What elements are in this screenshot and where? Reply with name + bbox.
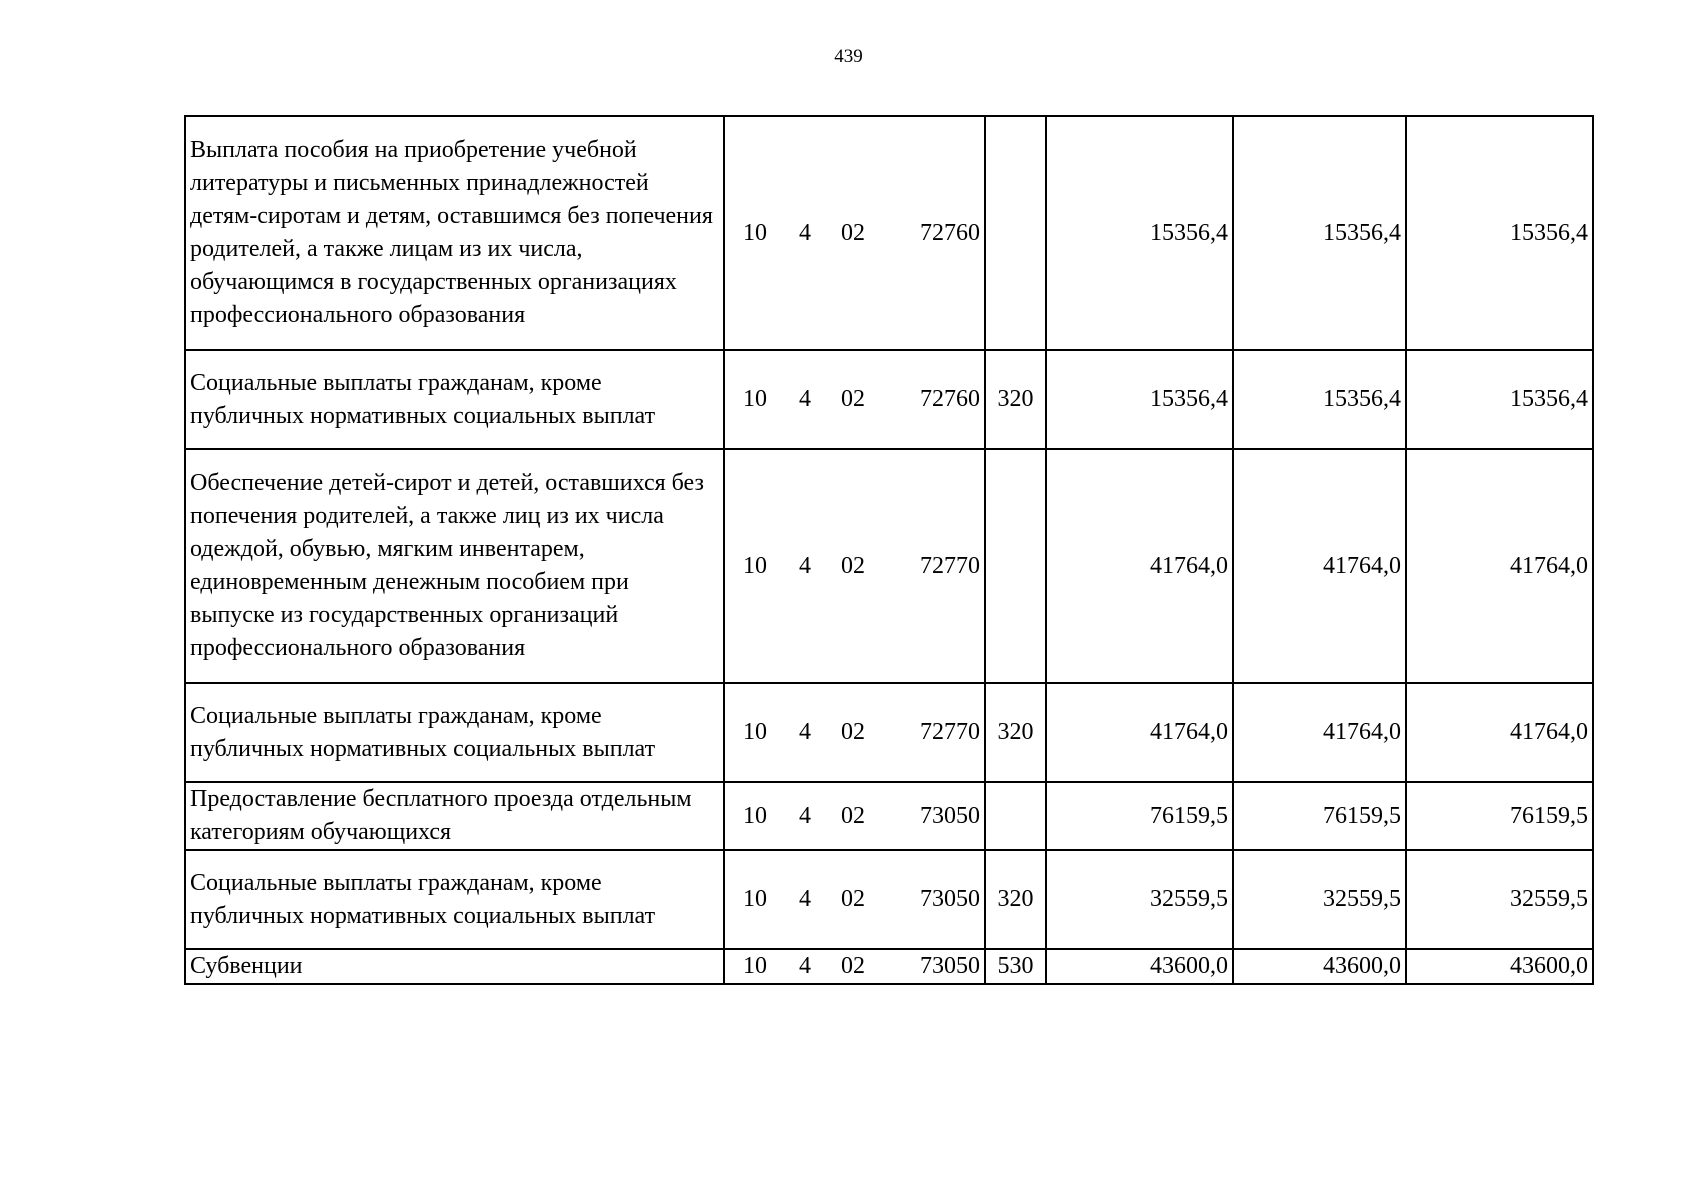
amount-year-2: 76159,5 (1233, 782, 1406, 850)
item-code: 72770 (920, 719, 980, 745)
amount-year-1: 15356,4 (1046, 116, 1233, 350)
program-code: 02 (841, 886, 865, 912)
subsection-code: 4 (799, 386, 811, 412)
table-row (185, 449, 1593, 683)
table-row (185, 683, 1593, 782)
classification-codes (724, 350, 985, 449)
expense-type-code (985, 782, 1046, 850)
subsection-code: 4 (799, 219, 811, 246)
amount-year-2: 15356,4 (1233, 116, 1406, 350)
row-description: Социальные выплаты гражданам, кроме публичных нормативных социальных выплат (185, 683, 724, 782)
amount-year-3: 43600,0 (1406, 949, 1593, 984)
subsection-code: 4 (799, 719, 811, 745)
amount-year-1: 43600,0 (1046, 949, 1233, 984)
item-code: 72770 (920, 552, 980, 579)
page-number: 439 (834, 46, 863, 67)
amount-year-1: 32559,5 (1046, 850, 1233, 949)
item-code: 73050 (920, 953, 980, 979)
item-code: 72760 (920, 219, 980, 246)
amount-year-3: 32559,5 (1406, 850, 1593, 949)
table-row (185, 949, 1593, 984)
section-code: 10 (743, 802, 767, 829)
section-code: 10 (743, 386, 767, 412)
amount-year-3: 76159,5 (1406, 782, 1593, 850)
amount-year-2: 41764,0 (1233, 449, 1406, 683)
row-description: Предоставление бесплатного проезда отдельным категориям обучающихся (185, 782, 724, 850)
program-code: 02 (841, 386, 865, 412)
classification-codes (724, 782, 985, 850)
section-code: 10 (743, 953, 767, 979)
amount-year-3: 15356,4 (1406, 116, 1593, 350)
section-code: 10 (743, 219, 767, 246)
amount-year-2: 32559,5 (1233, 850, 1406, 949)
subsection-code: 4 (799, 552, 811, 579)
subsection-code: 4 (799, 953, 811, 979)
amount-year-2: 43600,0 (1233, 949, 1406, 984)
row-description: Социальные выплаты гражданам, кроме публичных нормативных социальных выплат (185, 850, 724, 949)
classification-codes (724, 449, 985, 683)
budget-table-body (185, 116, 1593, 984)
amount-year-1: 76159,5 (1046, 782, 1233, 850)
table-row (185, 116, 1593, 350)
program-code: 02 (841, 219, 865, 246)
amount-year-3: 15356,4 (1406, 350, 1593, 449)
row-description: Социальные выплаты гражданам, кроме публичных нормативных социальных выплат (185, 350, 724, 449)
budget-table (184, 115, 1594, 985)
classification-codes (724, 683, 985, 782)
program-code: 02 (841, 552, 865, 579)
expense-type-code: 320 (985, 350, 1046, 449)
table-row (185, 850, 1593, 949)
row-description: Субвенции (185, 949, 724, 984)
classification-codes (724, 116, 985, 350)
table-row (185, 350, 1593, 449)
program-code: 02 (841, 953, 865, 979)
amount-year-3: 41764,0 (1406, 683, 1593, 782)
item-code: 72760 (920, 386, 980, 412)
subsection-code: 4 (799, 886, 811, 912)
program-code: 02 (841, 719, 865, 745)
section-code: 10 (743, 719, 767, 745)
expense-type-code (985, 116, 1046, 350)
expense-type-code: 320 (985, 683, 1046, 782)
amount-year-2: 15356,4 (1233, 350, 1406, 449)
item-code: 73050 (920, 802, 980, 829)
row-description: Обеспечение детей-сирот и детей, оставшихся без попечения родителей, а также лиц из их числа одеждой, обувью, мягким инвентарем, единовременным денежным пособием при выпуске из государственных организаций профессионального образования (185, 449, 724, 683)
classification-codes (724, 949, 985, 984)
amount-year-2: 41764,0 (1233, 683, 1406, 782)
expense-type-code: 530 (985, 949, 1046, 984)
item-code: 73050 (920, 886, 980, 912)
amount-year-3: 41764,0 (1406, 449, 1593, 683)
amount-year-1: 15356,4 (1046, 350, 1233, 449)
section-code: 10 (743, 552, 767, 579)
classification-codes (724, 850, 985, 949)
expense-type-code (985, 449, 1046, 683)
program-code: 02 (841, 802, 865, 829)
amount-year-1: 41764,0 (1046, 449, 1233, 683)
subsection-code: 4 (799, 802, 811, 829)
table-row (185, 782, 1593, 850)
amount-year-1: 41764,0 (1046, 683, 1233, 782)
expense-type-code: 320 (985, 850, 1046, 949)
section-code: 10 (743, 886, 767, 912)
row-description: Выплата пособия на приобретение учебной литературы и письменных принадлежностей детям-сиротам и детям, оставшимся без попечения родителей, а также лицам из их числа, обучающимся в государственных организациях профессионального образования (185, 116, 724, 350)
